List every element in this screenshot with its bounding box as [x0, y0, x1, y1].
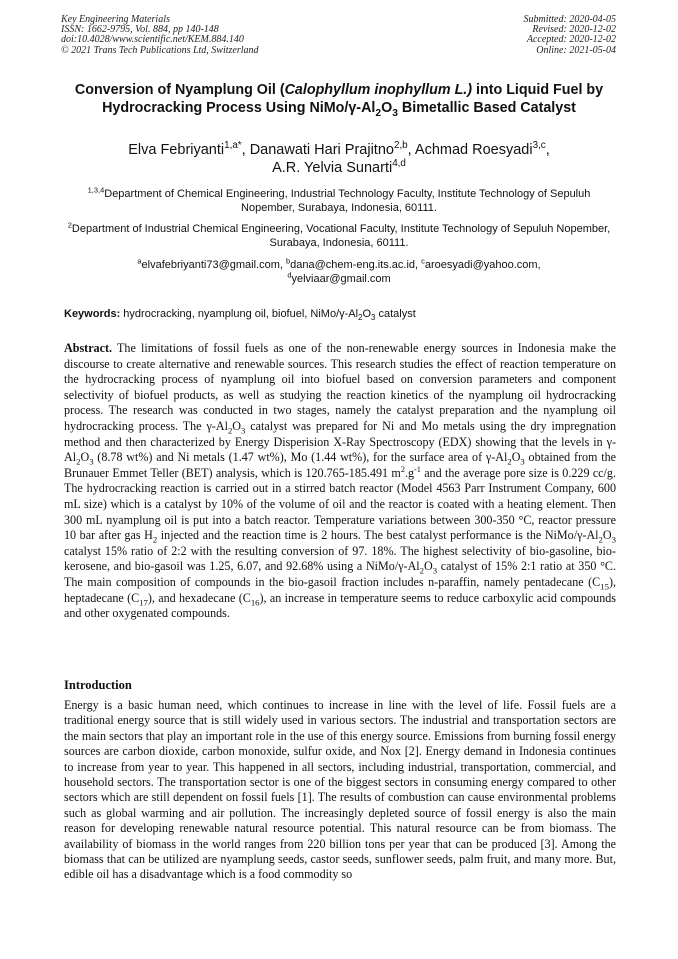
date-accepted: Accepted: 2020-12-02: [526, 34, 616, 46]
journal-info-header: [61, 15, 259, 56]
journal-doi: doi:10.4028/www.scientific.net/KEM.884.140: [61, 34, 244, 46]
introduction-paragraph: Energy is a basic human need, which continues to increase in line with the level of life. Fossil fuels are a traditional energy source that is still widely used in various sectors. The industrial and transportation sectors are the main sectors that play an important role in the use of this energy source. Emissions from burning fossil energy sources are carbon dioxide, carbon monoxide, sulfur oxide, and Nox [2]. Energy demand in Indonesia continues to increase from year to year. This happened in all sectors, including industrial, transportation, commercial, and household sectors. The transportation sector is one of the biggest sectors in consuming energy compared to other sectors which are still dependent on fossil fuels [1]. The results of combustion can cause environmental problems such as global warming and air pollution. The increasingly depleted source of fossil energy is also the main reason for developing renewable natural resource potential. This natural resource can be from biomass. The availability of biomass in the world ranges from 220 billion tons per year that can be produced [3]. Among the biomass that can be utilized are nyamplung seeds, castor seeds, sunflower seeds, palm fruit, and many more. But, edible oil has a disadvantage which is a food commodity so: [64, 698, 616, 882]
email-link[interactable]: elvafebriyanti73@gmail.com,: [141, 259, 286, 271]
affiliation-1: $^{1,3,4}$Department of Chemical Engineering, Industrial Technology Faculty, Institute Technology of Sepuluh Nopember, Surabaya, Indonesia, 60111.: [87, 185, 591, 215]
species-name: Calophyllum inophyllum L.): [284, 82, 473, 98]
email-link[interactable]: dana@chem-eng.its.ac.id,: [290, 259, 422, 271]
journal-copyright: © 2021 Trans Tech Publications Ltd, Switzerland: [61, 44, 259, 56]
dates-header: [524, 15, 617, 56]
author-name: A.R. Yelvia Sunarti: [272, 160, 393, 176]
section-heading-introduction: Introduction: [64, 678, 132, 692]
author-name: , Danawati Hari Prajitno: [241, 142, 394, 158]
date-revised: Revised: 2020-12-02: [532, 24, 616, 36]
date-submitted: Submitted: 2020-04-05: [523, 14, 616, 25]
keywords: Keywords: hydrocracking, nyamplung oil, biofuel, NiMo/$\gamma-Al_2O_3$ catalyst: [64, 308, 416, 323]
keywords-label: Keywords:: [64, 308, 121, 320]
email-link[interactable]: aroesyadi@yahoo.com,: [424, 259, 541, 271]
affiliation-2: $^2$Department of Industrial Chemical Engineering, Vocational Faculty, Institute Technology of Sepuluh Nopember, Surabaya, Indonesia, 60111.: [67, 220, 611, 250]
abstract-label: Abstract.: [64, 341, 113, 355]
email-link[interactable]: yelviaar@gmail.com: [291, 273, 391, 286]
journal-issn: ISSN: 1662-9795, Vol. 884, pp 140-148: [61, 24, 219, 36]
journal-name: Key Engineering Materials: [61, 14, 170, 25]
date-online: Online: 2021-05-04: [536, 44, 616, 56]
author-name: Elva Febriyanti: [128, 142, 225, 158]
paper-title: Conversion of Nyamplung Oil (Calophyllum inophyllum L.) into Liquid Fuel by Hydrocracking Process Using NiMo/$\gamma-Al_2O_3$ Bimetallic Based Catalyst: [74, 82, 604, 119]
abstract: Abstract. The limitations of fossil fuels as one of the non-renewable energy sources in Indonesia make the discourse to create alternative and renewable sources. This research studies the effect of reaction temperature on the hydrocracking process of nyamplung oil into biofuel based on conversion parameters and component selectivity of biofuel products, as well as studying the reaction kinetics of the nyamplung oil hydrocracking process. The research was conducted in two stages, namely the catalyst preparation and the nyamplung oil hydrocracking process. The $\gamma-Al_2O_3$ catalyst was prepared for Ni and Mo metals using the dry impregnation method and then characterized by Energy Disperision X-Ray Spectroscopy (EDX) showing that the levels in $\gamma-Al_2O_3$ (8.78 wt%) and Ni metals (1.47 wt%), Mo (1.44 wt%), for the surface area of $\gamma-Al_2O_3$ obtained from the Brunauer Emmet Teller (BET) analysis, which is 120.765-185.491 $m^2.g^{-1}$ and the average pore size is 0.229 cc/g. The hydrocracking reaction is carried out in a stirred batch reactor (Model 4563 Parr Instrument Company, 600 mL size) which is a catalyst by 10% of the volume of oil and the reactor is coated with a heating element. Then 300 mL nyamplung oil is put into a batch reactor. Temperature variations between 300-350 °C, reactor pressure 10 bar after gas $H_2$ injected and the reaction time is 2 hours. The best catalyst performance is the NiMo/$\gamma-Al_2O_3$ catalyst 15% ratio of 2:2 with the resulting conversion of 97. 18%. The highest selectivity of bio-gasoline, bio-kerosene, and bio-gasoil was 1.25, 6.07, and 92.68% using a NiMo/$\gamma-Al_2O_3$ catalyst of 15% 2:1 ratio at 350 °C. The main composition of compounds in the bio-gasoil fraction includes n-paraffin, namely pentadecane $(C_{15})$, heptadecane $(C_{17})$, and hexadecane $(C_{16})$, an increase in temperature seems to reduce carboxylic acid compounds and other oxygenated compounds.: [64, 341, 617, 621]
author-emails: $^a$elvafebriyanti73@gmail.com, $^b$dana@chem-eng.its.ac.id, $^c$aroesyadi@yahoo.com, $^d$yelviaar@gmail.com: [137, 256, 541, 286]
author-list: Elva Febriyanti$^{1,a*}$, Danawati Hari Prajitno$^{2,b}$, Achmad Roesyadi$^{3,c}$, A.R. Yelvia Sunarti$^{4,d}$: [128, 140, 550, 176]
author-name: , Achmad Roesyadi: [407, 142, 533, 158]
